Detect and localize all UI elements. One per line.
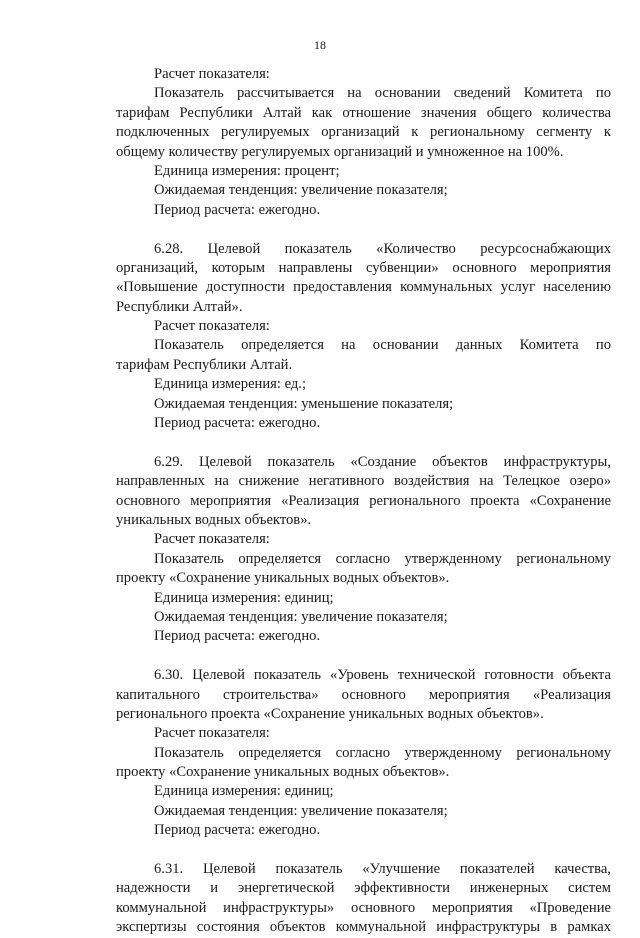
text-line: проекту «Сохранение уникальных водных объектов». <box>116 764 450 781</box>
text-line: тарифам Республики Алтай как отношение значения общего количества <box>116 104 611 121</box>
text-line: Период расчета: ежегодно. <box>154 628 321 645</box>
text-line: Единица измерения: единиц; <box>154 589 334 606</box>
text-line: 6.30. Целевой показатель «Уровень технической готовности объекта <box>154 667 611 684</box>
text-line: Расчет показателя: <box>154 725 270 742</box>
text-line: коммунальной инфраструктуры» основного мероприятия «Проведение <box>116 899 611 916</box>
text-line: Единица измерения: процент; <box>154 162 340 179</box>
text-line: Расчет показателя: <box>154 66 270 82</box>
text-line: Показатель определяется согласно утвержденному региональному <box>154 550 611 567</box>
text-line: 6.29. Целевой показатель «Создание объектов инфраструктуры, <box>154 453 611 470</box>
text-line: организаций, которым направлены субвенции» основного мероприятия <box>116 259 611 276</box>
text-line: проекту «Сохранение уникальных водных объектов». <box>116 570 450 587</box>
text-line: экспертизы состояния объектов коммунальной инфраструктуры в рамках <box>116 919 611 936</box>
text-line: Расчет показателя: <box>154 318 270 335</box>
text-line: подключенных регулируемых организаций к региональному сегменту к <box>116 124 611 141</box>
document-body <box>116 65 611 938</box>
text-line: Единица измерения: ед.; <box>154 376 307 393</box>
text-line: уникальных водных объектов». <box>116 511 312 528</box>
text-line: 6.28. Целевой показатель «Количество ресурсоснабжающих <box>154 240 611 257</box>
text-line: направленных на снижение негативного воздействия на Телецкое озеро» <box>116 473 611 490</box>
text-line: Ожидаемая тенденция: уменьшение показателя; <box>154 395 454 412</box>
paragraph-gap <box>116 220 611 239</box>
text-line: тарифам Республики Алтай. <box>116 356 293 373</box>
text-line: Показатель определяется согласно утвержденному региональному <box>154 744 611 761</box>
text-line: Республики Алтай». <box>116 298 243 315</box>
text-line: основного мероприятия «Реализация регионального проекта «Сохранение <box>116 492 611 509</box>
text-line: 6.31. Целевой показатель «Улучшение показателей качества, <box>154 861 611 878</box>
text-line: Период расчета: ежегодно. <box>154 415 321 432</box>
paragraph-gap <box>116 841 611 860</box>
text-line: общему количеству регулируемых организаций и умноженное на 100%. <box>116 143 564 160</box>
text-line: Период расчета: ежегодно. <box>154 822 321 839</box>
text-line: Единица измерения: единиц; <box>154 783 334 800</box>
text-line: надежности и энергетической эффективности инженерных систем <box>116 880 611 897</box>
text-line: Показатель определяется на основании данных Комитета по <box>154 337 611 354</box>
text-line: Показатель рассчитывается на основании сведений Комитета по <box>154 85 611 102</box>
text-line: Расчет показателя: <box>154 531 270 548</box>
text-line: капитального строительства» основного мероприятия «Реализация <box>116 686 611 703</box>
text-line: «Повышение доступности предоставления коммунальных услуг населению <box>116 279 611 296</box>
text-line: Ожидаемая тенденция: увеличение показателя; <box>154 182 448 199</box>
text-line: Ожидаемая тенденция: увеличение показателя; <box>154 608 448 625</box>
text-line: Ожидаемая тенденция: увеличение показателя; <box>154 802 448 819</box>
paragraph-gap <box>116 647 611 666</box>
page-number: 18 <box>314 38 326 52</box>
text-line: Период расчета: ежегодно. <box>154 201 321 218</box>
text-line: регионального проекта «Сохранение уникальных водных объектов». <box>116 705 544 722</box>
paragraph-gap <box>116 433 611 452</box>
